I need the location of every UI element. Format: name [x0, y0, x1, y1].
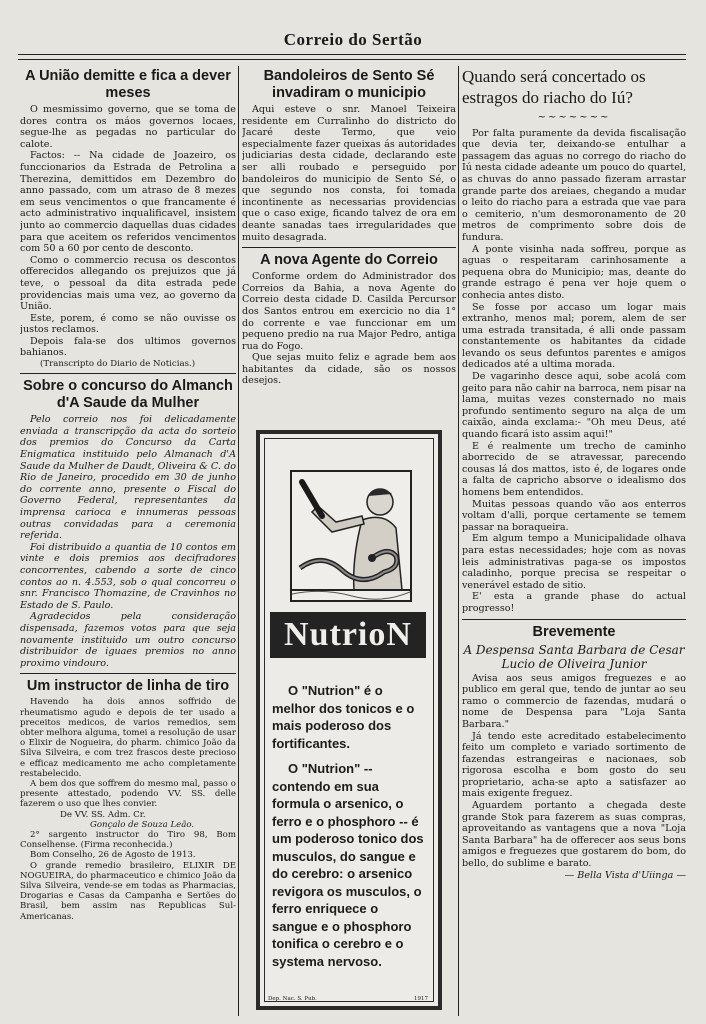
- article-paragraph: Agradecidos pela consideração dispensada, fazemos votos para que seja novamente instituido um outro concurso distribuidor de iguaes premios no anno proximo vindouro.: [20, 611, 236, 669]
- headline-brevemente: Brevemente: [532, 623, 616, 640]
- article-paragraph: Aguardem portanto a chegada deste grande Stok para fazerem as suas compras, aproveitando as vantagens que a nova "Loja Santa Barbara" ha de offerecer aos seus bons amigos e freguezes que gostarem do bom, do bello, do sublime e barato.: [462, 800, 686, 870]
- article-paragraph: Factos: -- Na cidade de Joazeiro, os funccionarios da Estrada de Petrolina a Therezina, demittidos em Dezembro do anno passado, com um atraso de 8 mezes em seus vencimentos o que francamente é acto administrativo inqualificavel, insistem junto ao commercio daquellas duas cidades para que aceitem os referidos vencimentos com 50 a 60 por cento de desconto.: [20, 150, 236, 255]
- article-paragraph: O grande remedio brasileiro, ELIXIR DE NOGUEIRA, do pharmaceutico e chimico João da Silva Silveira, vende-se em todas as Pharmacias, Drogarias e Casas da Campanha e Sertões do Brasil, bem assim nas Republicas Sul-Americanas.: [20, 860, 236, 922]
- ad-year: 1917: [414, 996, 428, 1002]
- article-paragraph: Havendo ha dois annos soffrido de rheumatismo agudo e depois de ter usado a preceitos medicos, de varios remedios, sem obter melhora alguma, tomei a resolução de usar o Elixir de Nogueira, do pharm. chimico João da Silva Silveira, e com trez frascos deste precioso e efficaz medicamento me acho completamente restabelecido.: [20, 697, 236, 779]
- ad-illustration-man-with-serpent: [290, 470, 412, 602]
- article-paragraph: De VV. SS. Adm. Cr.: [60, 809, 146, 820]
- headline-concurso: Sobre o concurso do Almanch d'A Saude da Mulher: [23, 378, 233, 412]
- article-paragraph: O mesmissimo governo, que se toma de dores contra os máos governos locaes, segue-lhe as pegadas no particular do calote.: [20, 104, 236, 150]
- article-paragraph: Aqui esteve o snr. Manoel Teixeira residente em Curralinho do districto do Jacaré deste Termo, que veio especialmente fazer queixas ás autoridades judiciarias desta cidade, declarando este ser alli roubado e perseguido por bandoleiros do municipio de Sento Sé, o que segundo nos consta, foi tomada incontinente as necessarias providencias que o caso exige, ficando talvez de ora em deante sanadas taes irregularidades que muito desagrada.: [242, 104, 456, 243]
- top-rule: [18, 54, 686, 55]
- article-paragraph: Que sejas muito feliz e agrade bem aos habitantes da cidade, são os nossos desejos.: [242, 352, 456, 387]
- article-paragraph: Bom Conselho, 26 de Agosto de 1913.: [30, 850, 196, 861]
- article-paragraph: Este, porem, é como se não ouvisse os justos reclamos.: [20, 312, 236, 336]
- headline-uniao: A União demitte e fica a dever meses: [25, 68, 231, 101]
- masthead: Correio do Sertão: [283, 30, 423, 49]
- subheadline-despensa: A Despensa Santa Barbara de Cesar Lucio de Oliveira Junior: [463, 642, 685, 671]
- ornament-divider: ~~~~~~~: [537, 112, 611, 123]
- ad-paragraph: O "Nutrion" -- contendo em sua formula o arsenico, o ferro e o phosphoro -- é um poderoso tonico dos musculos, do sangue e do cerebro: o arsenico revigora os musculos, o ferro enriquece o sangue e o phosphoro tonifica o cerebro e o systema nervoso.: [272, 761, 424, 969]
- headline-bandoleiros: Bandoleiros de Sento Sé invadiram o municipio: [263, 68, 435, 101]
- column-right: [462, 66, 686, 1016]
- column-left: [20, 66, 236, 1016]
- article-paragraph: Depois fala-se dos ultimos governos bahianos.: [20, 335, 236, 359]
- headline-riacho: Quando será concertado os estragos do riacho do Iú?: [462, 67, 646, 107]
- headline-agente: A nova Agente do Correio: [260, 252, 438, 269]
- ad-paragraph: O "Nutrion" é o melhor dos tonicos e o mais poderoso dos fortificantes.: [272, 683, 415, 751]
- nutrion-advertisement: [256, 430, 442, 1010]
- article-paragraph: Em algum tempo a Municipalidade olhava para estas necessidades; hoje com as novas leis administrativas paga-se os impostos caladinho, porque precisa se respeitar o venerável estado de sitio.: [462, 533, 686, 591]
- article-paragraph: E é realmente um trecho de caminho aborrecido de se atravessar, parecendo cousas lá dos mattos, isto é, de logares onde a falta de capricho absorve o idealismo dos homens bem entendidos.: [462, 440, 686, 498]
- article-separator: [20, 373, 236, 374]
- article-separator: [20, 673, 236, 674]
- article-separator: [462, 619, 686, 620]
- headline-instructor: Um instructor de linha de tiro: [26, 678, 230, 695]
- article-paragraph: De vagarinho desce aqui, sobe acolá com geito para não cahir na barroca, nem pisar na lama, muitas vezes consternado no mais profundo sentimento seguro na alça de um caixão, ainda exclama:- "Oh meu Deus, até quando ficará isto assim aqui!": [462, 371, 686, 441]
- article-paragraph: Muitas pessoas quando vão aos enterros voltam d'alli, porque certamente se temem passar na boraqueira.: [462, 498, 686, 533]
- top-rule-thin: [18, 59, 686, 60]
- article-paragraph: Foi distribuido a quantia de 10 contos em vinte e dois premios aos decifradores concorrentes, cabendo a sorte de cinco contos ao n. 4.553, sob o qual concorreu o snr. Francisco Thomazine, de Cravinhos no Estado de S. Paulo.: [20, 541, 236, 611]
- column-middle: [242, 66, 456, 426]
- article-paragraph: A ponte visinha nada soffreu, porque as aguas o respeitaram carinhosamente a pequena obra do Municipio; mas, deante do grande estrago é pena ver hoje quem o conhecia antes disto.: [462, 243, 686, 301]
- article-paragraph: A bem dos que soffrem do mesmo mal, passo o presente attestado, podendo VV. SS. delle fazerem o uso que lhes convier.: [20, 778, 236, 810]
- column-divider: [458, 66, 459, 1016]
- signature: Gonçalo de Souza Leão.: [90, 819, 195, 830]
- article-paragraph: Como o commercio recusa os descontos offerecidos allegando os prejuizos que já teve, o pessoal da dita estrada pede providencias mais uma vez, ao governo da União.: [20, 254, 236, 313]
- ad-footer: [268, 996, 428, 1002]
- article-source: (Transcripto do Diario de Noticias.): [40, 359, 196, 370]
- article-separator: [242, 247, 456, 248]
- signature: — Bella Vista d'Uiinga —: [564, 869, 686, 881]
- article-paragraph: Avisa aos seus amigos freguezes e ao publico em geral que, tendo de juntar ao seu ramo o commercio de fazendas, mudará o nome de Despensa para "Loja Santa Barbara.": [462, 672, 686, 730]
- column-divider: [238, 66, 239, 1016]
- article-paragraph: Já tendo este acreditado estabelecimento feito um completo e variado sortimento de fazendas estrangeiras e nacionaes, sob rigorosa escolha e bom gosto do seu proprietario, acha-se apto a satisfazer ao mais exigente freguez.: [462, 730, 686, 800]
- brand-logo: NutrioN: [270, 612, 426, 658]
- article-paragraph: E' esta a grande phase do actual progresso!: [462, 591, 686, 614]
- article-paragraph: Se fosse por accaso um logar mais extranho, menos mal; porem, alem de ser uma estrada transitada, é alli onde passam constantemente os habitantes da cidade levando os seus defuntos parentes e amigos dedicados até a ultima morada.: [462, 301, 686, 371]
- article-paragraph: 2° sargento instructor do Tiro 98, Bom Conselhense. (Firma reconhecida.): [20, 829, 236, 851]
- article-paragraph: Conforme ordem do Administrador dos Correios da Bahia, a nova Agente do Correio desta cidade D. Casilda Percursor dos Santos entrou em exercicio no dia 1° do corrente e vae funccionar em um pequeno predio na rua Major Pedro, antiga rua do Fogo.: [242, 271, 456, 352]
- article-paragraph: Por falta puramente da devida fiscalisação que devia ter, deixando-se entulhar a passagem das aguas no corrego do riacho do Iú nesta cidade adeante um pouco do quartel, as chuvas do anno passado fizeram arrastar grande parte dos areiaes, chegando a mudar o leito do riacho para a estrada que vae para o cemiterio, n'um desmoronamento de 20 metros de comprimento sobre dois de fundura.: [462, 127, 686, 243]
- article-paragraph: Pelo correio nos foi delicadamente enviada a transcripção da acta do sorteio dos premios do Concurso da Carta Enigmatica instituido pelo Almanach d'A Saude da Mulher de Daudt, Oliveira & C. do Rio de Janeiro, procedido em 30 de junho do corrente anno, presente o Fiscal do Governo Federal, representantes da imprensa carioca e innumeras pessoas outras convidadas para a ceremonia referida.: [20, 414, 236, 542]
- ad-registration: Dep. Nac. S. Pub.: [268, 996, 317, 1002]
- ad-copy: [272, 682, 424, 978]
